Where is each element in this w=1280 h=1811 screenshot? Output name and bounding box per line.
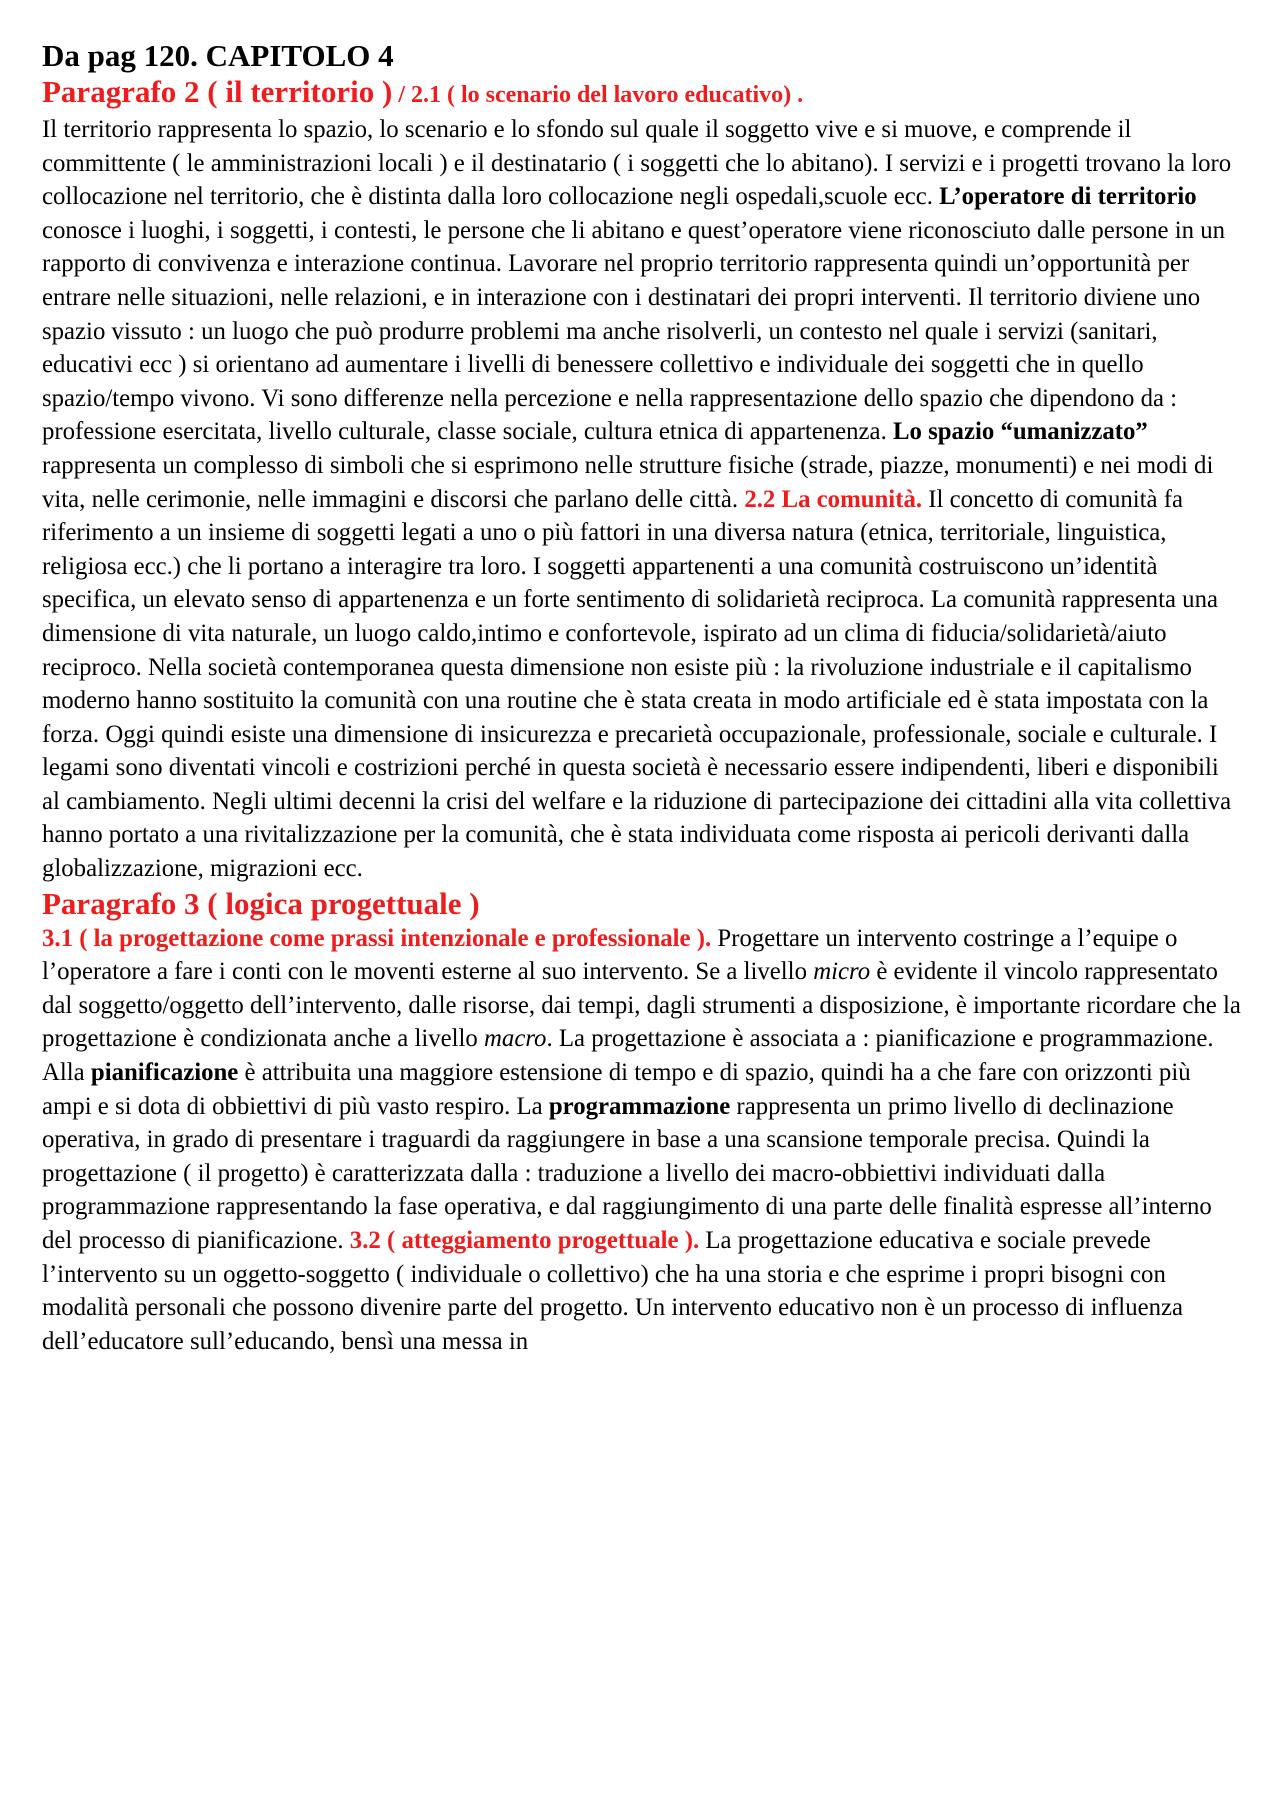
bold-term-operatore: L’operatore di territorio [939,183,1197,211]
heading-sub-text: / 2.1 ( lo scenario del lavoro educativo) . [392,82,804,108]
paragraph-territorio [42,113,1242,886]
italic-term-micro: micro [813,958,871,986]
text-run: La progettazione educativa e sociale prevede l’intervento su un oggetto-soggetto ( individuale o collettivo) che ha una storia e che esprime i propri bisogni con modalità personali che possono divenire parte del progetto. Un intervento educativo non è un processo di influenza dell’educatore sull’educando, bensì una messa in [42,1227,1184,1355]
subheading-3-1: 3.1 ( la progettazione come prassi intenzionale e professionale ). [42,924,712,952]
section-heading-paragrafo-2 [42,74,1242,113]
text-run: rappresenta un primo livello di declinazione operativa, in grado di presentare i traguardi da raggiungere in base a una scansione temporale precisa. Quindi la progettazione ( il progetto) è caratterizzata dalla : traduzione a livello dei macro-obbiettivi individuati dalla programmazione rappresentando la fase operativa, e dal raggiungimento di una parte delle finalità espresse all’interno del processo di pianificazione. [42,1092,1212,1254]
document-page [42,38,1242,1358]
chapter-title: Da pag 120. CAPITOLO 4 [42,38,394,73]
heading-main-text: Paragrafo 2 ( il territorio ) [42,74,393,109]
subheading-2-2: 2.2 La comunità. [744,485,923,513]
bold-term-pianificazione: pianificazione [90,1059,239,1087]
section-heading-paragrafo-3 [42,886,1242,922]
text-run: . La progettazione è associata a : pianificazione e programmazione. Alla [42,1025,1214,1087]
text-run: rappresenta un complesso di simboli che si esprimono nelle strutture fisiche (strade, piazze, monumenti) e nei modi di vita, nelle cerimonie, nelle immagini e discorsi che parlano delle città. [42,451,1214,513]
text-run: Il concetto di comunità fa riferimento a un insieme di soggetti legati a uno o più fattori in una diversa natura (etnica, territoriale, linguistica, religiosa ecc.) che li portano a interagire tra loro. I soggetti appartenenti a una comunità costruiscono un’identità specifica, un elevato senso di appartenenza e un forte sentimento di solidarietà reciproca. La comunità rappresenta una dimensione di vita naturale, un luogo caldo,intimo e confortevole, ispirato ad un clima di fiducia/solidarietà/aiuto reciproco. Nella società contemporanea questa dimensione non esiste più : la rivoluzione industriale e il capitalismo moderno hanno sostituito la comunità con una routine che è stata creata in modo artificiale ed è stata impostata con la forza. Oggi quindi esiste una dimensione di insicurezza e precarietà occupazionale, professionale, sociale e culturale. I legami sono diventati vincoli e costrizioni perché in questa società è necessario essere indipendenti, liberi e disponibili al cambiamento. Negli ultimi decenni la crisi del welfare e la riduzione di partecipazione dei cittadini alla vita collettiva hanno portato a una rivitalizzazione per la comunità, che è stata individuata come risposta ai pericoli derivanti dalla globalizzazione, migrazioni ecc. [42,485,1232,883]
subheading-3-2: 3.2 ( atteggiamento progettuale ). [349,1227,700,1254]
paragraph-progettazione [42,922,1242,1359]
text-run: Progettare un intervento costringe a l’equipe o l’operatore a fare i conti con le moventi esterne al suo intervento. Se a livello [42,924,1178,986]
text-run: è attribuita una maggiore estensione di tempo e di spazio, quindi ha a che fare con orizzonti più ampi e si dota di obbiettivi di più vasto respiro. La [42,1059,1191,1120]
text-run: è evidente il vincolo rappresentato dal soggetto/oggetto dell’intervento, dalle risorse, dai tempi, dagli strumenti a disposizione, è importante ricordare che la progettazione è condizionata anche a livello [42,958,1241,1053]
italic-term-macro: macro [484,1025,547,1053]
bold-term-programmazione: programmazione [548,1092,731,1120]
text-run: Il territorio rappresenta lo spazio, lo scenario e lo sfondo sul quale il soggetto vive e si muove, e comprende il committente ( le amministrazioni locali ) e il destinatario ( i soggetti che lo abitano). I servizi e i progetti trovano la loro collocazione nel territorio, che è distinta dalla loro collocazione negli ospedali,scuole ecc. [42,116,1232,211]
heading-main-text: Paragrafo 3 ( logica progettuale ) [42,885,480,921]
text-run: conosce i luoghi, i soggetti, i contesti, le persone che li abitano e quest’operatore viene riconosciuto dalle persone in un rapporto di convivenza e interazione continua. Lavorare nel proprio territorio rappresenta quindi un’opportunità per entrare nelle situazioni, nelle relazioni, e in interazione con i destinatari dei propri interventi. Il territorio diviene uno spazio vissuto : un luogo che può produrre problemi ma anche risolverli, un contesto nel quale i servizi (sanitari, educativi ecc ) si orientano ad aumentare i livelli di benessere collettivo e individuale dei soggetti che in quello spazio/tempo vivono. Vi sono differenze nella percezione e nella rappresentazione dello spazio che dipendono da : professione esercitata, livello culturale, classe sociale, cultura etnica di appartenenza. [42,216,1226,446]
bold-term-spazio: Lo spazio “umanizzato” [892,418,1148,446]
